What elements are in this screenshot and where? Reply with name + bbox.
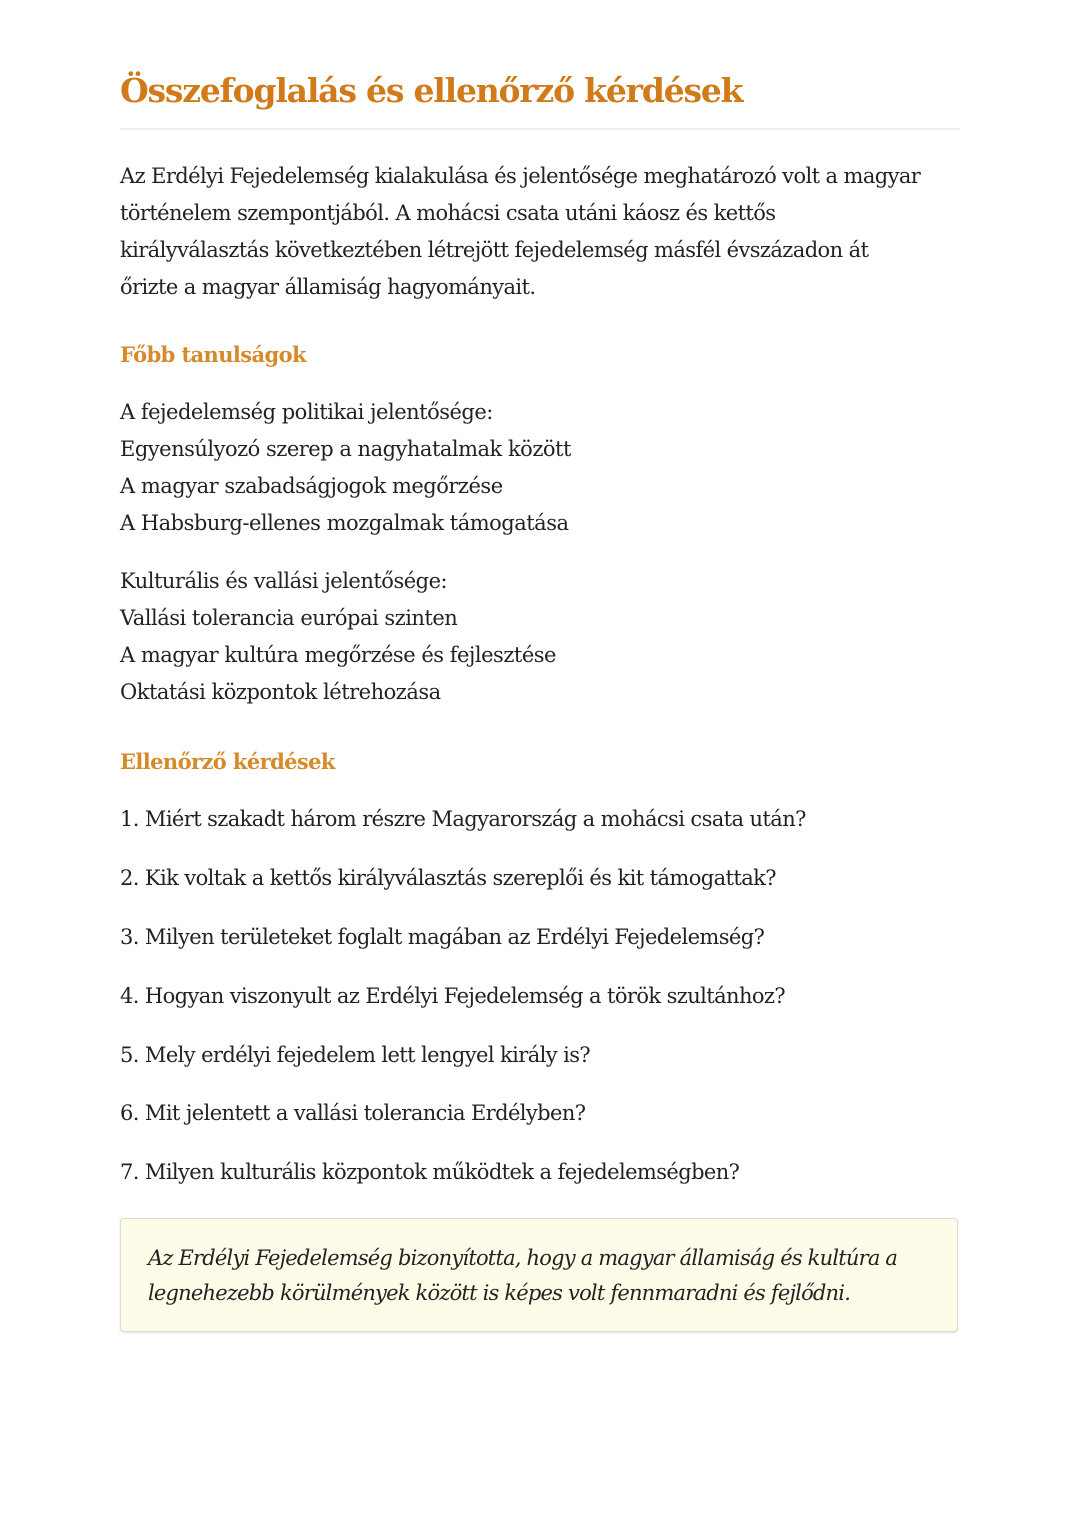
- question-item: 7. Milyen kulturális központok működtek a fejedelemségben?: [120, 1160, 740, 1184]
- cultural-item: Vallási tolerancia európai szinten: [120, 606, 458, 630]
- question-item: 6. Mit jelentett a vallási tolerancia Erdélyben?: [120, 1101, 586, 1125]
- intro-line: királyválasztás következtében létrejött fejedelemség másfél évszázadon át: [120, 238, 869, 262]
- cultural-item: Oktatási központok létrehozása: [120, 680, 441, 704]
- political-item: A Habsburg-ellenes mozgalmak támogatása: [120, 511, 569, 535]
- cultural-label: Kulturális és vallási jelentősége:: [120, 569, 448, 593]
- question-item: 4. Hogyan viszonyult az Erdélyi Fejedelemség a török szultánhoz?: [120, 984, 786, 1008]
- political-item: Egyensúlyozó szerep a nagyhatalmak között: [120, 437, 571, 461]
- political-item: A magyar szabadságjogok megőrzése: [120, 474, 503, 498]
- political-label: A fejedelemség politikai jelentősége:: [120, 400, 493, 424]
- lessons-heading: Főbb tanulságok: [120, 342, 306, 367]
- intro-line: történelem szempontjából. A mohácsi csata utáni káosz és kettős: [120, 201, 776, 225]
- intro-line: Az Erdélyi Fejedelemség kialakulása és jelentősége meghatározó volt a magyar: [120, 164, 921, 188]
- question-item: 1. Miért szakadt három részre Magyarország a mohácsi csata után?: [120, 807, 806, 831]
- political-significance-block: [120, 394, 571, 542]
- callout-line: legnehezebb körülmények között is képes volt fennmaradni és fejlődni.: [148, 1281, 851, 1305]
- title-divider: [120, 128, 960, 130]
- callout-line: Az Erdélyi Fejedelemség bizonyította, hogy a magyar államiság és kultúra a: [148, 1246, 898, 1270]
- cultural-item: A magyar kultúra megőrzése és fejlesztése: [120, 643, 556, 667]
- question-item: 5. Mely erdélyi fejedelem lett lengyel király is?: [120, 1043, 591, 1067]
- page-title: Összefoglalás és ellenőrző kérdések: [120, 71, 743, 110]
- question-item: 2. Kik voltak a kettős királyválasztás szereplői és kit támogattak?: [120, 866, 776, 890]
- callout-text: [148, 1241, 897, 1311]
- questions-heading: Ellenőrző kérdések: [120, 749, 335, 774]
- cultural-significance-block: [120, 563, 556, 711]
- intro-paragraph: [120, 158, 960, 306]
- question-item: 3. Milyen területeket foglalt magában az Erdélyi Fejedelemség?: [120, 925, 765, 949]
- intro-line: őrizte a magyar államiság hagyományait.: [120, 275, 536, 299]
- summary-callout: [120, 1218, 958, 1332]
